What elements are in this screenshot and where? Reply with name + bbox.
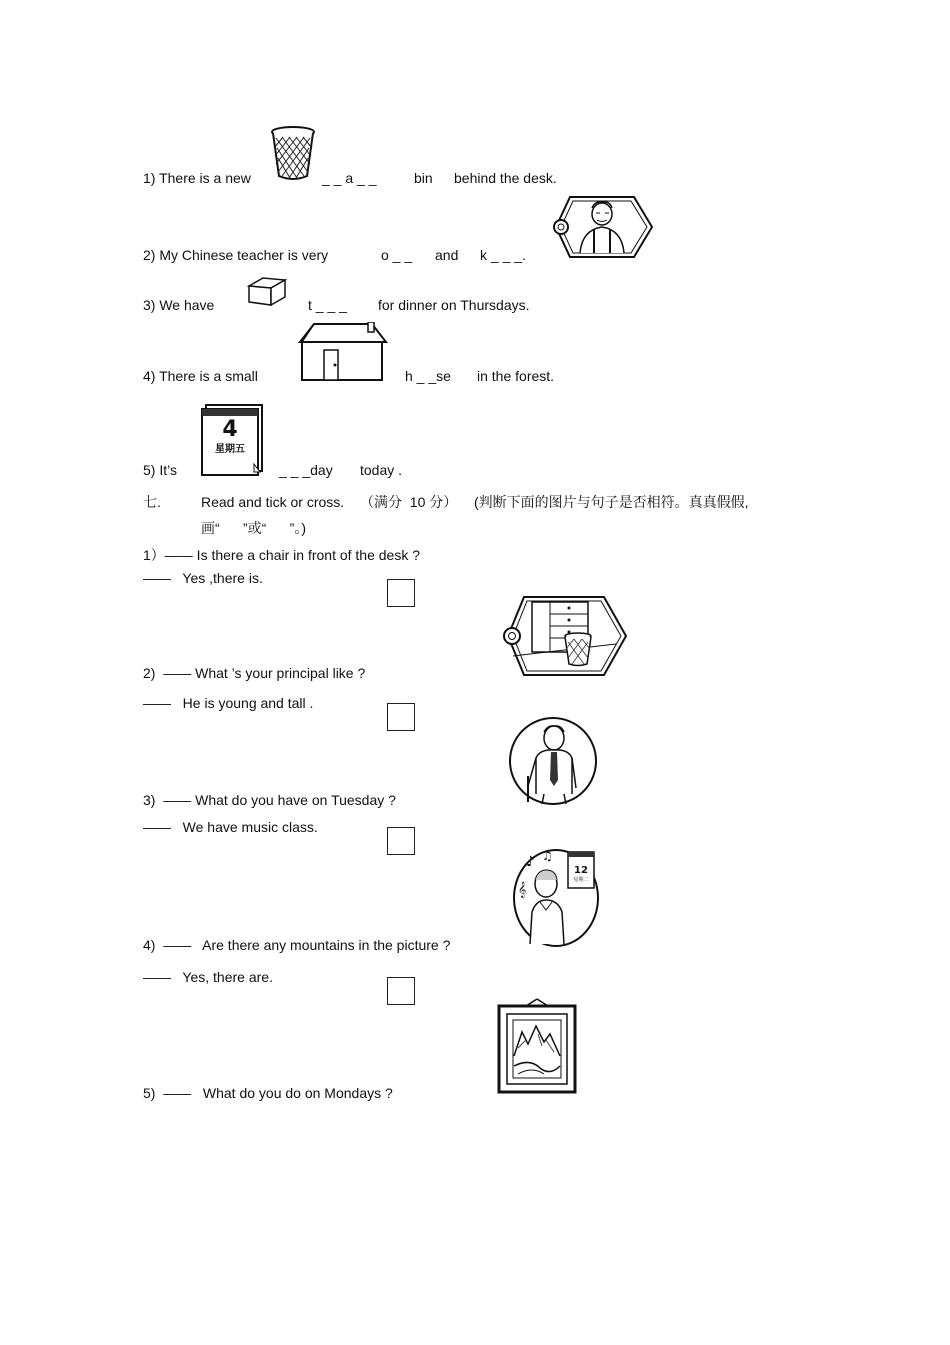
q1-blank: _ _ a _ _	[322, 170, 377, 186]
item4-answer: —— Yes, there are.	[143, 969, 273, 985]
wastebasket-icon	[268, 126, 318, 182]
q2-prefix: 2) My Chinese teacher is very	[143, 247, 329, 263]
part7-note: (判断下面的图片与句子是否相符。真真假假,	[474, 494, 749, 510]
q1-prefix: 1) There is a new	[143, 170, 251, 186]
calendar-number: 4	[222, 417, 238, 442]
house-picture	[296, 322, 390, 382]
mountain-painting-picture	[496, 996, 578, 1096]
svg-text:𝄞: 𝄞	[518, 882, 527, 898]
q4-blank: h _ _se	[405, 368, 451, 384]
q5-suffix: today .	[360, 462, 403, 478]
q2-conj: and	[435, 247, 459, 263]
q2-blank2: k _ _ _.	[480, 247, 526, 263]
item4-question: 4) —— Are there any mountains in the picture ?	[143, 937, 451, 953]
answer-box-4[interactable]	[387, 977, 415, 1005]
calendar-friday-picture	[198, 402, 266, 476]
answer-box-1[interactable]	[387, 579, 415, 607]
q2-blank1: o _ _	[381, 247, 413, 263]
svg-text:♫: ♫	[542, 849, 553, 863]
tofu-cube-icon	[245, 274, 289, 308]
q4-prefix: 4) There is a small	[143, 368, 258, 384]
svg-text:♪: ♪	[526, 854, 535, 870]
music-calendar-number: 12	[574, 865, 588, 876]
item3-answer: —— We have music class.	[143, 819, 318, 835]
music-calendar-weekday: 星期二	[573, 877, 589, 883]
item2-question: 2) —— What ’s your principal like ?	[143, 665, 366, 681]
q3-blank: t _ _ _	[308, 297, 347, 313]
desk-wastebasket-picture	[498, 594, 628, 678]
q4-suffix: in the forest.	[477, 368, 555, 384]
part7-score: （满分 10 分）	[360, 494, 458, 510]
part7-instruction: Read and tick or cross.	[201, 494, 345, 510]
q3-suffix: for dinner on Thursdays.	[378, 297, 530, 313]
q5-prefix: 5) It’s	[143, 462, 177, 478]
item2-answer: —— He is young and tall .	[143, 695, 314, 711]
q5-blank: _ _ _day	[279, 462, 333, 478]
answer-box-3[interactable]	[387, 827, 415, 855]
part7-number: 七.	[143, 494, 161, 510]
principal-old-man-picture	[506, 716, 600, 806]
music-class-picture	[512, 846, 602, 948]
item5-question: 5) —— What do you do on Mondays ?	[143, 1085, 393, 1101]
item3-question: 3) —— What do you have on Tuesday ?	[143, 792, 396, 808]
answer-box-2[interactable]	[387, 703, 415, 731]
calendar-weekday: 星期五	[215, 444, 245, 455]
old-man-picture	[550, 194, 654, 260]
q1-suffix: behind the desk.	[454, 170, 557, 186]
part7-note2: 画“ ”或“ ”。)	[201, 520, 306, 536]
item1-answer: —— Yes ,there is.	[143, 570, 263, 586]
item1-question: 1）—— Is there a chair in front of the desk ?	[143, 547, 421, 563]
q3-prefix: 3) We have	[143, 297, 215, 313]
q1-word: bin	[414, 170, 433, 186]
